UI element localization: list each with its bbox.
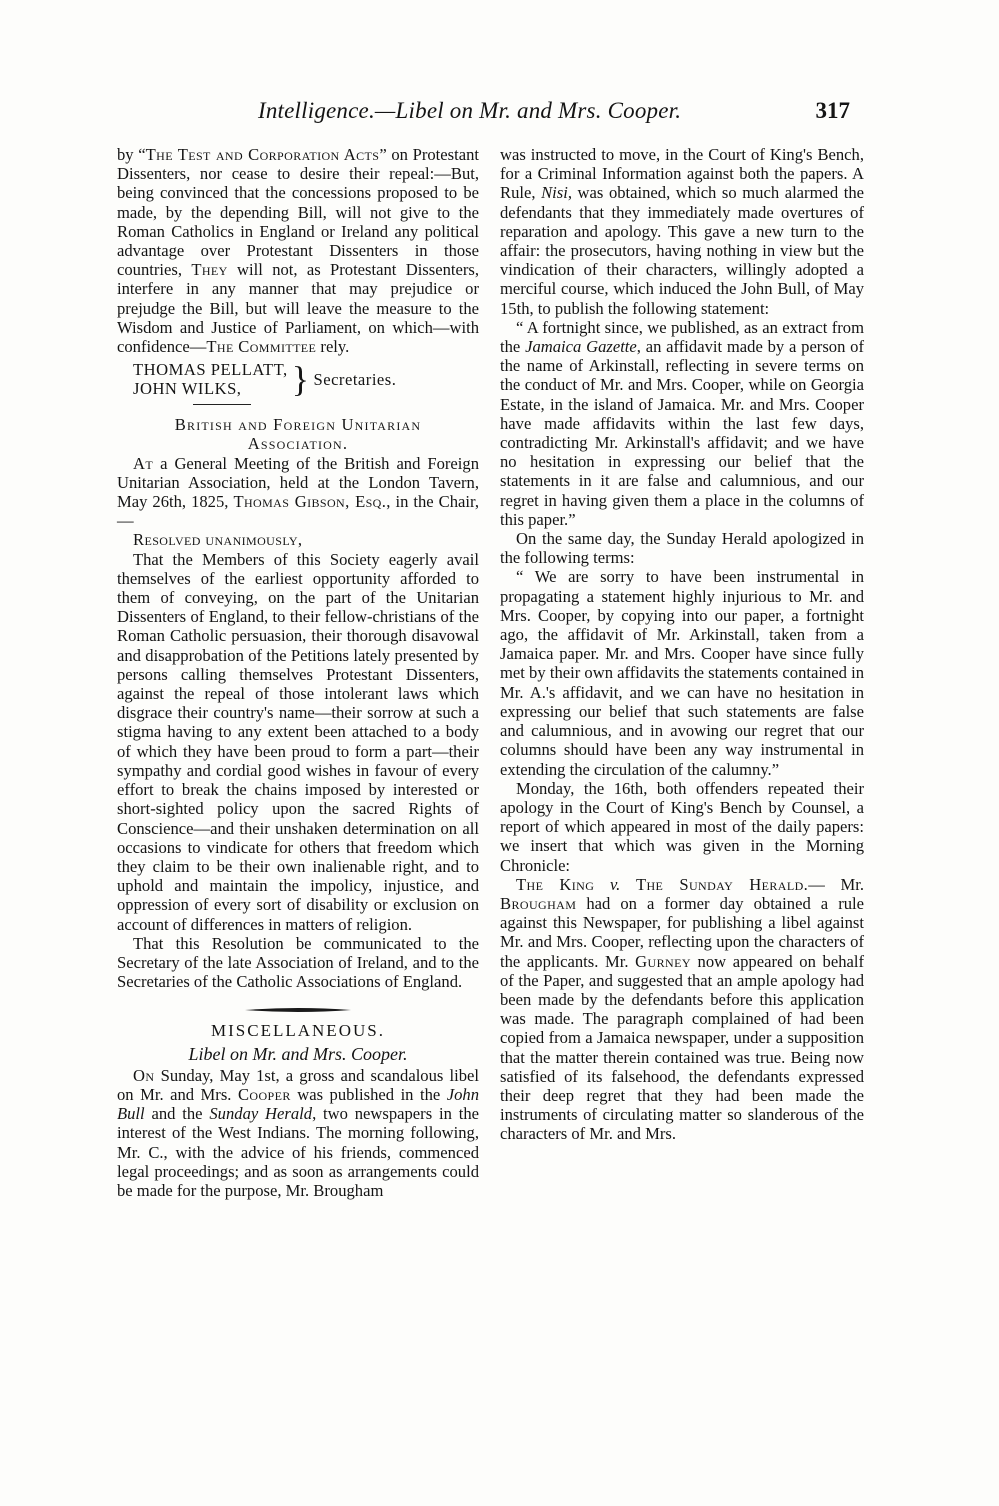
miscellaneous-heading: MISCELLANEOUS. bbox=[211, 1021, 385, 1041]
running-title: Intelligence.—Libel on Mr. and Mrs. Cooper. bbox=[258, 98, 682, 123]
court-report-paragraph: The King v. The Sunday Herald.— Mr. Brougham had on a former day obtained a rule against this Newspaper, for publishing a libel against Mr. and Mrs. Cooper, reflecting upon the characters of the applicants. Mr. Gurney now appeared on behalf of the Paper, and suggested that an ample apology had been made by the defendants before this application was made. The paragraph complained of had been copied from a Jamaica newspaper, under a supposition that the matter therein contained was true. Being now satisfied of its falsehood, the defendants expressed their deep regret that they had been made the instruments of circulating matter so slanderous of the characters of Mr. and Mrs. bbox=[500, 874, 865, 1144]
signatory-name: JOHN WILKS, bbox=[133, 379, 242, 399]
rule-nisi-paragraph: was instructed to move, in the Court of King's Bench, for a Criminal Information against both the papers. A Rule, Nisi, was obtained, which so much alarmed the defendants that they immediately made overtures of reparation and apology. This gave a new turn to the affair: the prosecutors, having nothing in view but the vindication of their characters, willingly adopted a merciful course, which induced the John Bull, of May 15th, to publish the following statement: bbox=[500, 145, 864, 318]
left-column bbox=[117, 145, 479, 1200]
divider bbox=[193, 404, 251, 405]
dissenters-resolution-paragraph: by “The Test and Corporation Acts” on Protestant Dissenters, nor cease to desire their repeal:—But, being convinced that the concessions proposed to be made, by the depending Bill, will not give to the Roman Catholics in England or Ireland any political advantage over Protestant Dissenters in those countries, They will not, as Protestant Dissenters, interfere in any manner that may prejudice or prejudge the Bill, but will leave the measure to the Wisdom and Justice of Parliament, on which—with confidence—The Committee rely. bbox=[117, 145, 479, 357]
meeting-paragraph: At a General Meeting of the British and Foreign Unitarian Association, held at the London Tavern, May 26th, 1825, Thomas Gibson, Esq., in the Chair,— bbox=[117, 453, 479, 531]
signatory-role: Secretaries. bbox=[313, 369, 397, 389]
signatories bbox=[133, 360, 479, 398]
section-heading: Association. bbox=[247, 434, 349, 454]
sunday-herald-quote: “ We are sorry to have been instrumental in propagating a statement highly injurious to Mr. and Mrs. Cooper, by copying into our paper, a fortnight ago, the affidavit of Mr. Arkinstall, taken from a Jamaica paper. Mr. and Mrs. Cooper have since fully met by their own affidavits the statements contained in Mr. A.'s affidavit, and we can have no hesitation in expressing our belief that such statements are false and calumnious, and in avowing our regret that our columns should have been any way instrumental in extending the circulation of the calumny.” bbox=[500, 567, 864, 779]
page-number: 317 bbox=[815, 98, 850, 123]
resolution-paragraph: That the Members of this Society eagerly avail themselves of the earliest opportunity afforded to them of conveying, on the part of the Unitarian Dissenters of England, to their fellow-christians of the Roman Catholic persuasion, their thorough disavowal and disapprobation of the Petitions lately presented by persons calling themselves Protestant Dissenters, against the repeal of those intolerant laws which disgrace their country's name—their sorrow at such a stigma having to any extent been attached to a body of which they have been proud to form a part—their sympathy and cordial good wishes in favour of every effort to break the chains imposed by interested or short-sighted policy upon the sacred Rights of Conscience—and their unshaken determination on all occasions to vindicate for others that freedom which they claim to be their own inalienable right, and to uphold and maintain the impolicy, injustice, and oppression of every sort of disability or exclusion on account of differences in matters of religion. bbox=[117, 549, 479, 934]
brace-glyph: } bbox=[291, 359, 310, 400]
john-bull-quote: “ A fortnight since, we published, as an extract from the Jamaica Gazette, an affidavit made by a person of the name of Arkinstall, reflecting in severe terms on the conduct of Mr. and Mrs. Cooper, while on Georgia Estate, in the island of Jamaica. Mr. and Mrs. Cooper have made affidavits within the last few days, contradicting Mr. Arkinstall's affidavit; and we have no hesitation in expressing our belief that the statements in it are false and calumnious, and our regret in having given them a place in the columns of this paper.” bbox=[500, 317, 865, 529]
communication-paragraph: That this Resolution be communicated to the Secretary of the late Association of Ireland, and to the Secretaries of the Catholic Associations of England. bbox=[117, 933, 479, 992]
section-heading: British and Foreign Unitarian bbox=[174, 415, 422, 435]
resolved-line: Resolved unanimously, bbox=[133, 530, 303, 550]
court-apology-paragraph: Monday, the 16th, both offenders repeated their apology in the Court of King's Bench by Counsel, a report of which appeared in most of the daily papers: we insert that which was given in the Morning Chronicle: bbox=[500, 778, 864, 875]
libel-paragraph: On Sunday, May 1st, a gross and scandalous libel on Mr. and Mrs. Cooper was published in the John Bull and the Sunday Herald, two newspapers in the interest of the West Indians. The morning following, Mr. C., with the advice of his friends, commenced legal proceedings; and as soon as arrangements could be made for the purpose, Mr. Brougham bbox=[117, 1065, 479, 1200]
right-column bbox=[500, 145, 864, 1144]
signatory-name: THOMAS PELLATT, bbox=[133, 360, 288, 380]
sunday-herald-intro: On the same day, the Sunday Herald apologized in the following terms: bbox=[500, 529, 864, 568]
running-header bbox=[250, 98, 850, 134]
ornamental-rule bbox=[245, 1007, 351, 1013]
libel-subheading: Libel on Mr. and Mrs. Cooper. bbox=[188, 1043, 408, 1064]
